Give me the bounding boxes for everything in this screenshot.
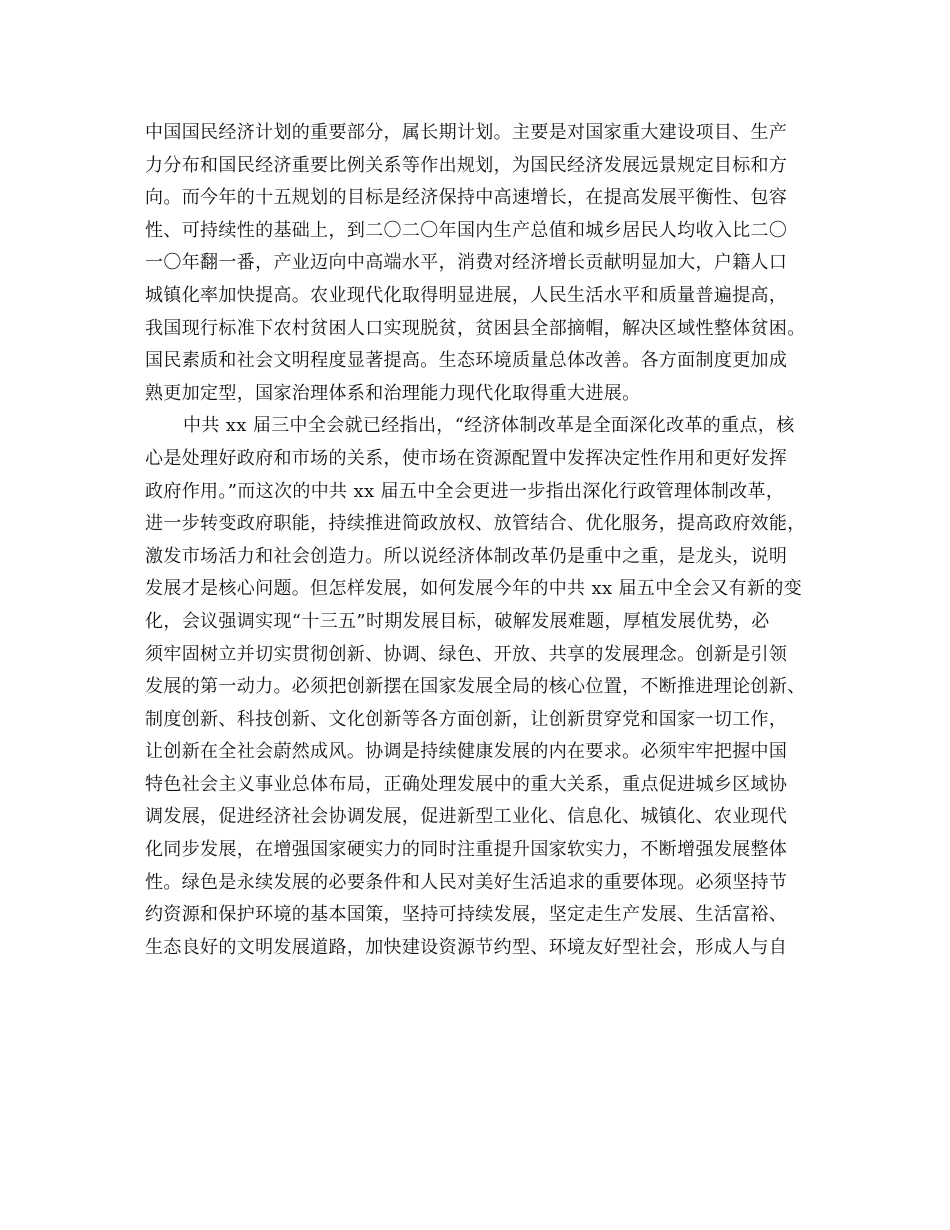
paragraph-first-line: 中共 xx 届三中全会就已经指出，“经济体制改革是全面深化改革的重点，核 bbox=[183, 415, 795, 437]
text-line: 进一步转变政府职能，持续推进简政放权、放管结合、优化服务，提高政府效能， bbox=[145, 513, 806, 535]
text-line: 心是处理好政府和市场的关系，使市场在资源配置中发挥决定性作用和更好发挥 bbox=[145, 447, 788, 469]
text-line: 中国国民经济计划的重要部分，属长期计划。主要是对国家重大建设项目、生产 bbox=[145, 122, 788, 143]
text-line: 力分布和国民经济重要比例关系等作出规划，为国民经济发展远景规定目标和方 bbox=[145, 154, 788, 176]
text-line: 生态良好的文明发展道路，加快建设资源节约型、环境友好型社会，形成人与自 bbox=[145, 936, 788, 958]
text-line: 化同步发展，在增强国家硬实力的同时注重提升国家软实力，不断增强发展整体 bbox=[145, 839, 788, 861]
text-line: 熟更加定型，国家治理体系和治理能力现代化取得重大进展。 bbox=[145, 382, 641, 404]
text-line: 向。而今年的十五规划的目标是经济保持中高速增长，在提高发展平衡性、包容 bbox=[145, 187, 788, 209]
document-body bbox=[145, 117, 805, 964]
text-line: 发展的第一动力。必须把创新摆在国家发展全局的核心位置，不断推进理论创新、 bbox=[145, 676, 806, 698]
text-line: 性、可持续性的基础上，到二〇二〇年国内生产总值和城乡居民人均收入比二〇 bbox=[145, 219, 788, 241]
text-line: 国民素质和社会文明程度显著提高。生态环境质量总体改善。各方面制度更加成 bbox=[145, 350, 788, 372]
text-line: 城镇化率加快提高。农业现代化取得明显进展，人民生活水平和质量普遍提高， bbox=[145, 284, 788, 306]
text-line: 我国现行标准下农村贫困人口实现脱贫，贫困县全部摘帽，解决区域性整体贫困。 bbox=[145, 317, 806, 339]
text-line: 政府作用。”而这次的中共 xx 届五中全会更进一步指出深化行政管理体制改革， bbox=[145, 480, 785, 502]
text-line: 特色社会主义事业总体布局，正确处理发展中的重大关系，重点促进城乡区域协 bbox=[145, 773, 788, 795]
text-line: 让创新在全社会蔚然成风。协调是持续健康发展的内在要求。必须牢牢把握中国 bbox=[145, 741, 788, 763]
text-line: 须牢固树立并切实贯彻创新、协调、绿色、开放、共享的发展理念。创新是引领 bbox=[145, 643, 788, 665]
text-line: 制度创新、科技创新、文化创新等各方面创新，让创新贯穿党和国家一切工作， bbox=[145, 708, 788, 730]
text-line: 激发市场活力和社会创造力。所以说经济体制改革仍是重中之重，是龙头，说明 bbox=[145, 545, 788, 567]
text-line: 一〇年翻一番，产业迈向中高端水平，消费对经济增长贡献明显加大，户籍人口 bbox=[145, 252, 788, 274]
text-line: 发展才是核心问题。但怎样发展，如何发展今年的中共 xx 届五中全会又有新的变 bbox=[145, 578, 803, 600]
text-line: 性。绿色是永续发展的必要条件和人民对美好生活追求的重要体现。必须坚持节 bbox=[145, 871, 788, 893]
text-line: 约资源和保护环境的基本国策，坚持可持续发展，坚定走生产发展、生活富裕、 bbox=[145, 904, 788, 926]
text-line: 调发展，促进经济社会协调发展，促进新型工业化、信息化、城镇化、农业现代 bbox=[145, 806, 788, 828]
text-line: 化，会议强调实现“十三五”时期发展目标，破解发展难题，厚植发展优势，必 bbox=[145, 610, 770, 632]
